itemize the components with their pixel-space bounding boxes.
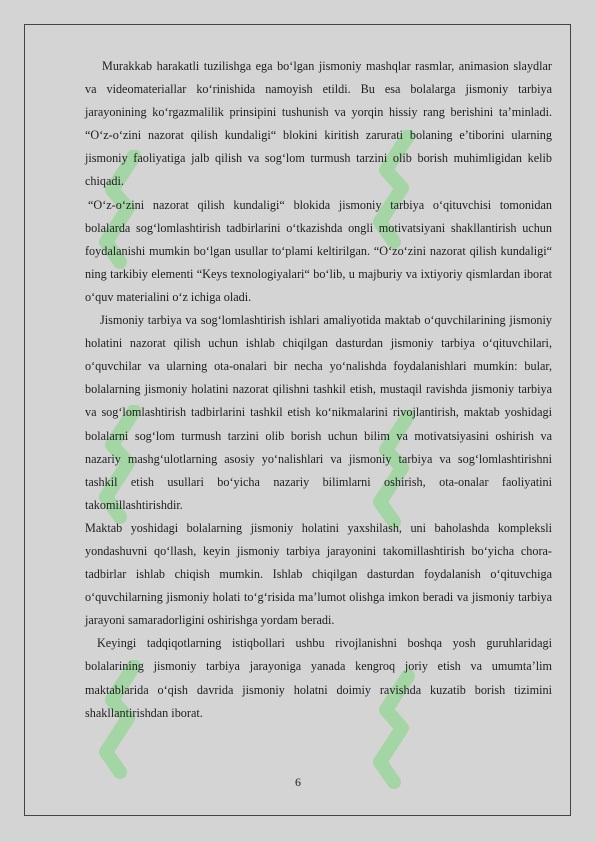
document-body	[85, 55, 552, 725]
paragraph: Maktab yoshidagi bolalarning jismoniy holatini yaxshilash, uni baholashda kompleksli yondashuvni qo‘llash, keyin jismoniy tarbiya jarayonini takomillashtirish bo‘yicha chora-tadbirlar ishlab chiqish mumkin. Ishlab chiqilgan dasturdan foydalanish o‘qituvchiga o‘quvchilarning jismoniy holati to‘g‘risida ma’lumot olishga imkon beradi va jismoniy tarbiya jarayoni samaradorligini oshirishga yordam beradi.	[85, 520, 552, 628]
page-number: 6	[295, 775, 301, 789]
paragraph: “O‘z-o‘zini nazorat qilish kundaligi“ blokida jismoniy tarbiya o‘qituvchisi tomonidan bolalarda sog‘lomlashtirish tadbirlarini o‘tkazishda ongli motivatsiyani shakllantirish uchun foydalanishi mumkin bo‘lgan usullar to‘plami keltirilgan. “O‘zo‘zini nazorat qilish kundaligi“ ning tarkibiy elementi “Keys texnologiyalari“ bo‘lib, u majburiy va ixtiyoriy qismlardan iborat o‘quv materialini o‘z ichiga oladi.	[85, 197, 552, 304]
paragraph: Jismoniy tarbiya va sog‘lomlashtirish ishlari amaliyotida maktab o‘quvchilarining jismoniy holatini nazorat qilish uchun ishlab chiqilgan dasturdan jismoniy tarbiya o‘qituvchilari, o‘quvchilar va ularning ota-onalari bir necha yo‘nalishda foydalanishlari mumkin: bular, bolalarning jismoniy holatini nazorat qilishni tashkil etish, mustaqil ravishda jismoniy tarbiya va sog‘lomlashtirish tadbirlarini tashkil etish ko‘nikmalarini rivojlantirish, maktab yoshidagi bolalarni sog‘lom turmush tarzini olib borish uchun bilim va motivatsiyasini oshirish va nazariy mashg‘ulotlarning asosiy yo‘nalishlari va jismoniy tarbiya va sog‘lomlashtirishni tashkil etish usullari bo‘yicha nazariy bilimlarni oshirish, ota-onalar faoliyatini takomillashtirishdir.	[85, 313, 552, 512]
paragraph: Murakkab harakatli tuzilishga ega bo‘lgan jismoniy mashqlar rasmlar, animasion slaydlar va videomateriallar ko‘rinishida namoyish etildi. Bu esa bolalarga jismoniy tarbiya jarayonining ko‘rgazmalilik prinsipini tushunish va yorqin hissiy rang berishini ta’minladi. “O‘z-o‘zini nazorat qilish kundaligi“ blokini kiritish zarurati bolaning e’tiborini ularning jismoniy faoliyatiga jalb qilish va sog‘lom turmush tarzini olib borish muhimligidan kelib chiqadi.	[85, 59, 552, 189]
paragraph: Keyingi tadqiqotlarning istiqbollari ushbu rivojlanishni boshqa yosh guruhlaridagi bolalarining jismoniy tarbiya jarayoniga yanada kengroq joriy etish va umumta’lim maktablarida o‘qish davrida jismoniy holatni doimiy ravishda kuzatib borish tizimini shakllantirishdan iborat.	[85, 636, 552, 720]
